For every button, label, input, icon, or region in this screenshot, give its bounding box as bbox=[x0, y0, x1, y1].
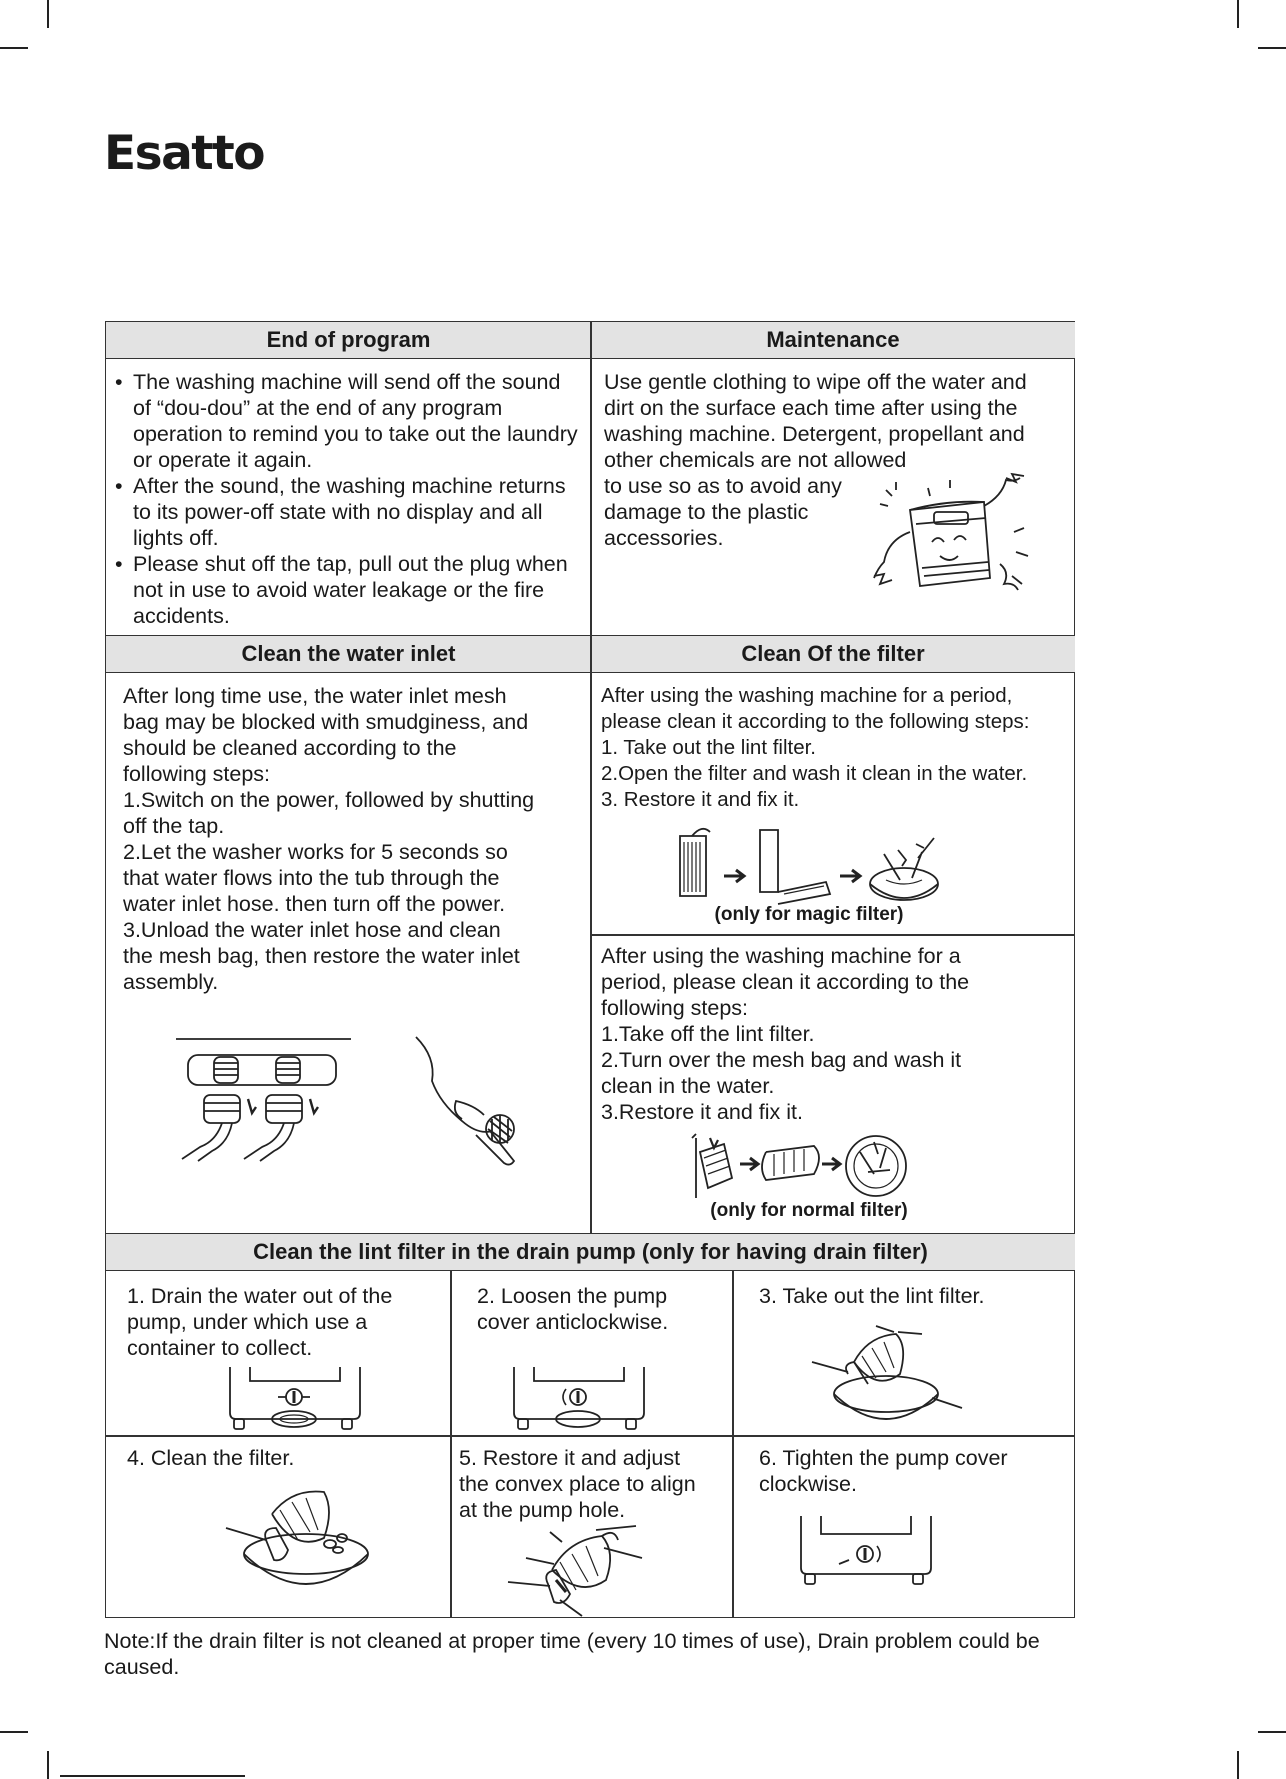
note-label: Note: bbox=[104, 1629, 156, 1653]
crop-mark bbox=[47, 1751, 49, 1779]
magic-filter-text: After using the washing machine for a period, please clean it according to the following steps: 1. Take out the lint filter. 2.Open the filter and wash it clean in the water. 3. Restore it and fix it. bbox=[601, 684, 1030, 811]
header-end-of-program: End of program bbox=[106, 322, 591, 359]
crop-mark bbox=[60, 1775, 245, 1777]
lint-filter-remove-illustration bbox=[806, 1322, 966, 1427]
row-divider bbox=[106, 1435, 1075, 1437]
water-inlet-text: After long time use, the water inlet mesh bag may be blocked with smudginess, and should be cleaned according to the following steps: 1.Switch on the power, followed by shutting off the tap. 2.Let the washer works for 5 seconds so that water flows into the tub through the water inlet hose. then turn off the power. 3.Unload the water inlet hose and clean the mesh bag, then restore the water inlet assembly. bbox=[123, 684, 535, 994]
column-divider bbox=[732, 1271, 734, 1617]
header-drain-pump: Clean the lint filter in the drain pump (only for having drain filter) bbox=[106, 1233, 1075, 1271]
crop-mark bbox=[0, 47, 28, 49]
hand-mesh-bag-illustration bbox=[416, 1037, 536, 1167]
maintenance-text: Use gentle clothing to wipe off the water and dirt on the surface each time after using the washing machine. Detergent, propellant and other chemicals are not allowed to use so as to avoid any damage to the plastic accessories. bbox=[604, 370, 1027, 550]
instruction-table bbox=[105, 321, 1075, 1618]
filter-cleaning-illustration bbox=[226, 1484, 381, 1594]
column-divider bbox=[450, 1271, 452, 1617]
note-text: If the drain filter is not cleaned at proper time (every 10 times of use), Drain problem could be caused. bbox=[104, 1629, 1040, 1679]
header-maintenance: Maintenance bbox=[591, 322, 1075, 359]
header-filter: Clean Of the filter bbox=[591, 635, 1075, 673]
footer-note bbox=[104, 1628, 1094, 1680]
filter-restore-illustration bbox=[506, 1522, 661, 1617]
crop-mark bbox=[1258, 47, 1286, 49]
crop-mark bbox=[47, 0, 49, 28]
brand-logo: Esatto bbox=[104, 126, 265, 181]
drain-step-5-text: 5. Restore it and adjust the convex place to align at the pump hole. bbox=[459, 1446, 696, 1522]
drain-step-2-text: 2. Loosen the pump cover anticlockwise. bbox=[477, 1284, 669, 1334]
end-of-program-list bbox=[109, 369, 579, 629]
magic-filter-illustration bbox=[672, 824, 972, 912]
header-water-inlet: Clean the water inlet bbox=[106, 635, 591, 673]
pump-drain-illustration bbox=[228, 1367, 363, 1431]
pump-cover-tighten-illustration bbox=[799, 1516, 934, 1586]
crop-mark bbox=[0, 1731, 28, 1733]
pump-cover-loosen-illustration bbox=[512, 1367, 647, 1431]
cartoon-washer-illustration bbox=[866, 472, 1036, 612]
normal-filter-illustration bbox=[690, 1132, 920, 1204]
row-divider bbox=[591, 934, 1075, 936]
crop-mark bbox=[1237, 0, 1239, 28]
drain-step-4-text: 4. Clean the filter. bbox=[127, 1446, 295, 1470]
drain-step-6-text: 6. Tighten the pump cover clockwise. bbox=[759, 1446, 1008, 1496]
magic-filter-caption: (only for magic filter) bbox=[714, 904, 904, 925]
list-item: • The washing machine will send off the sound of “dou-dou” at the end of any program operation to remind you to take out the laundry or operate it again. bbox=[109, 369, 579, 473]
list-item: • Please shut off the tap, pull out the plug when not in use to avoid water leakage or the fire accidents. bbox=[109, 551, 579, 629]
column-divider bbox=[590, 322, 592, 1233]
normal-filter-caption: (only for normal filter) bbox=[710, 1200, 908, 1221]
normal-filter-text: After using the washing machine for a period, please clean it according to the following steps: 1.Take off the lint filter. 2.Turn over the mesh bag and wash it clean in the water. 3.Restore it and fix it. bbox=[601, 944, 970, 1124]
crop-mark bbox=[1237, 1751, 1239, 1779]
inlet-hose-illustration bbox=[176, 1037, 351, 1162]
list-item: • After the sound, the washing machine returns to its power-off state with no display and all lights off. bbox=[109, 473, 579, 551]
drain-step-3-text: 3. Take out the lint filter. bbox=[759, 1284, 985, 1308]
drain-step-1-text: 1. Drain the water out of the pump, under which use a container to collect. bbox=[127, 1284, 393, 1360]
crop-mark bbox=[1258, 1731, 1286, 1733]
